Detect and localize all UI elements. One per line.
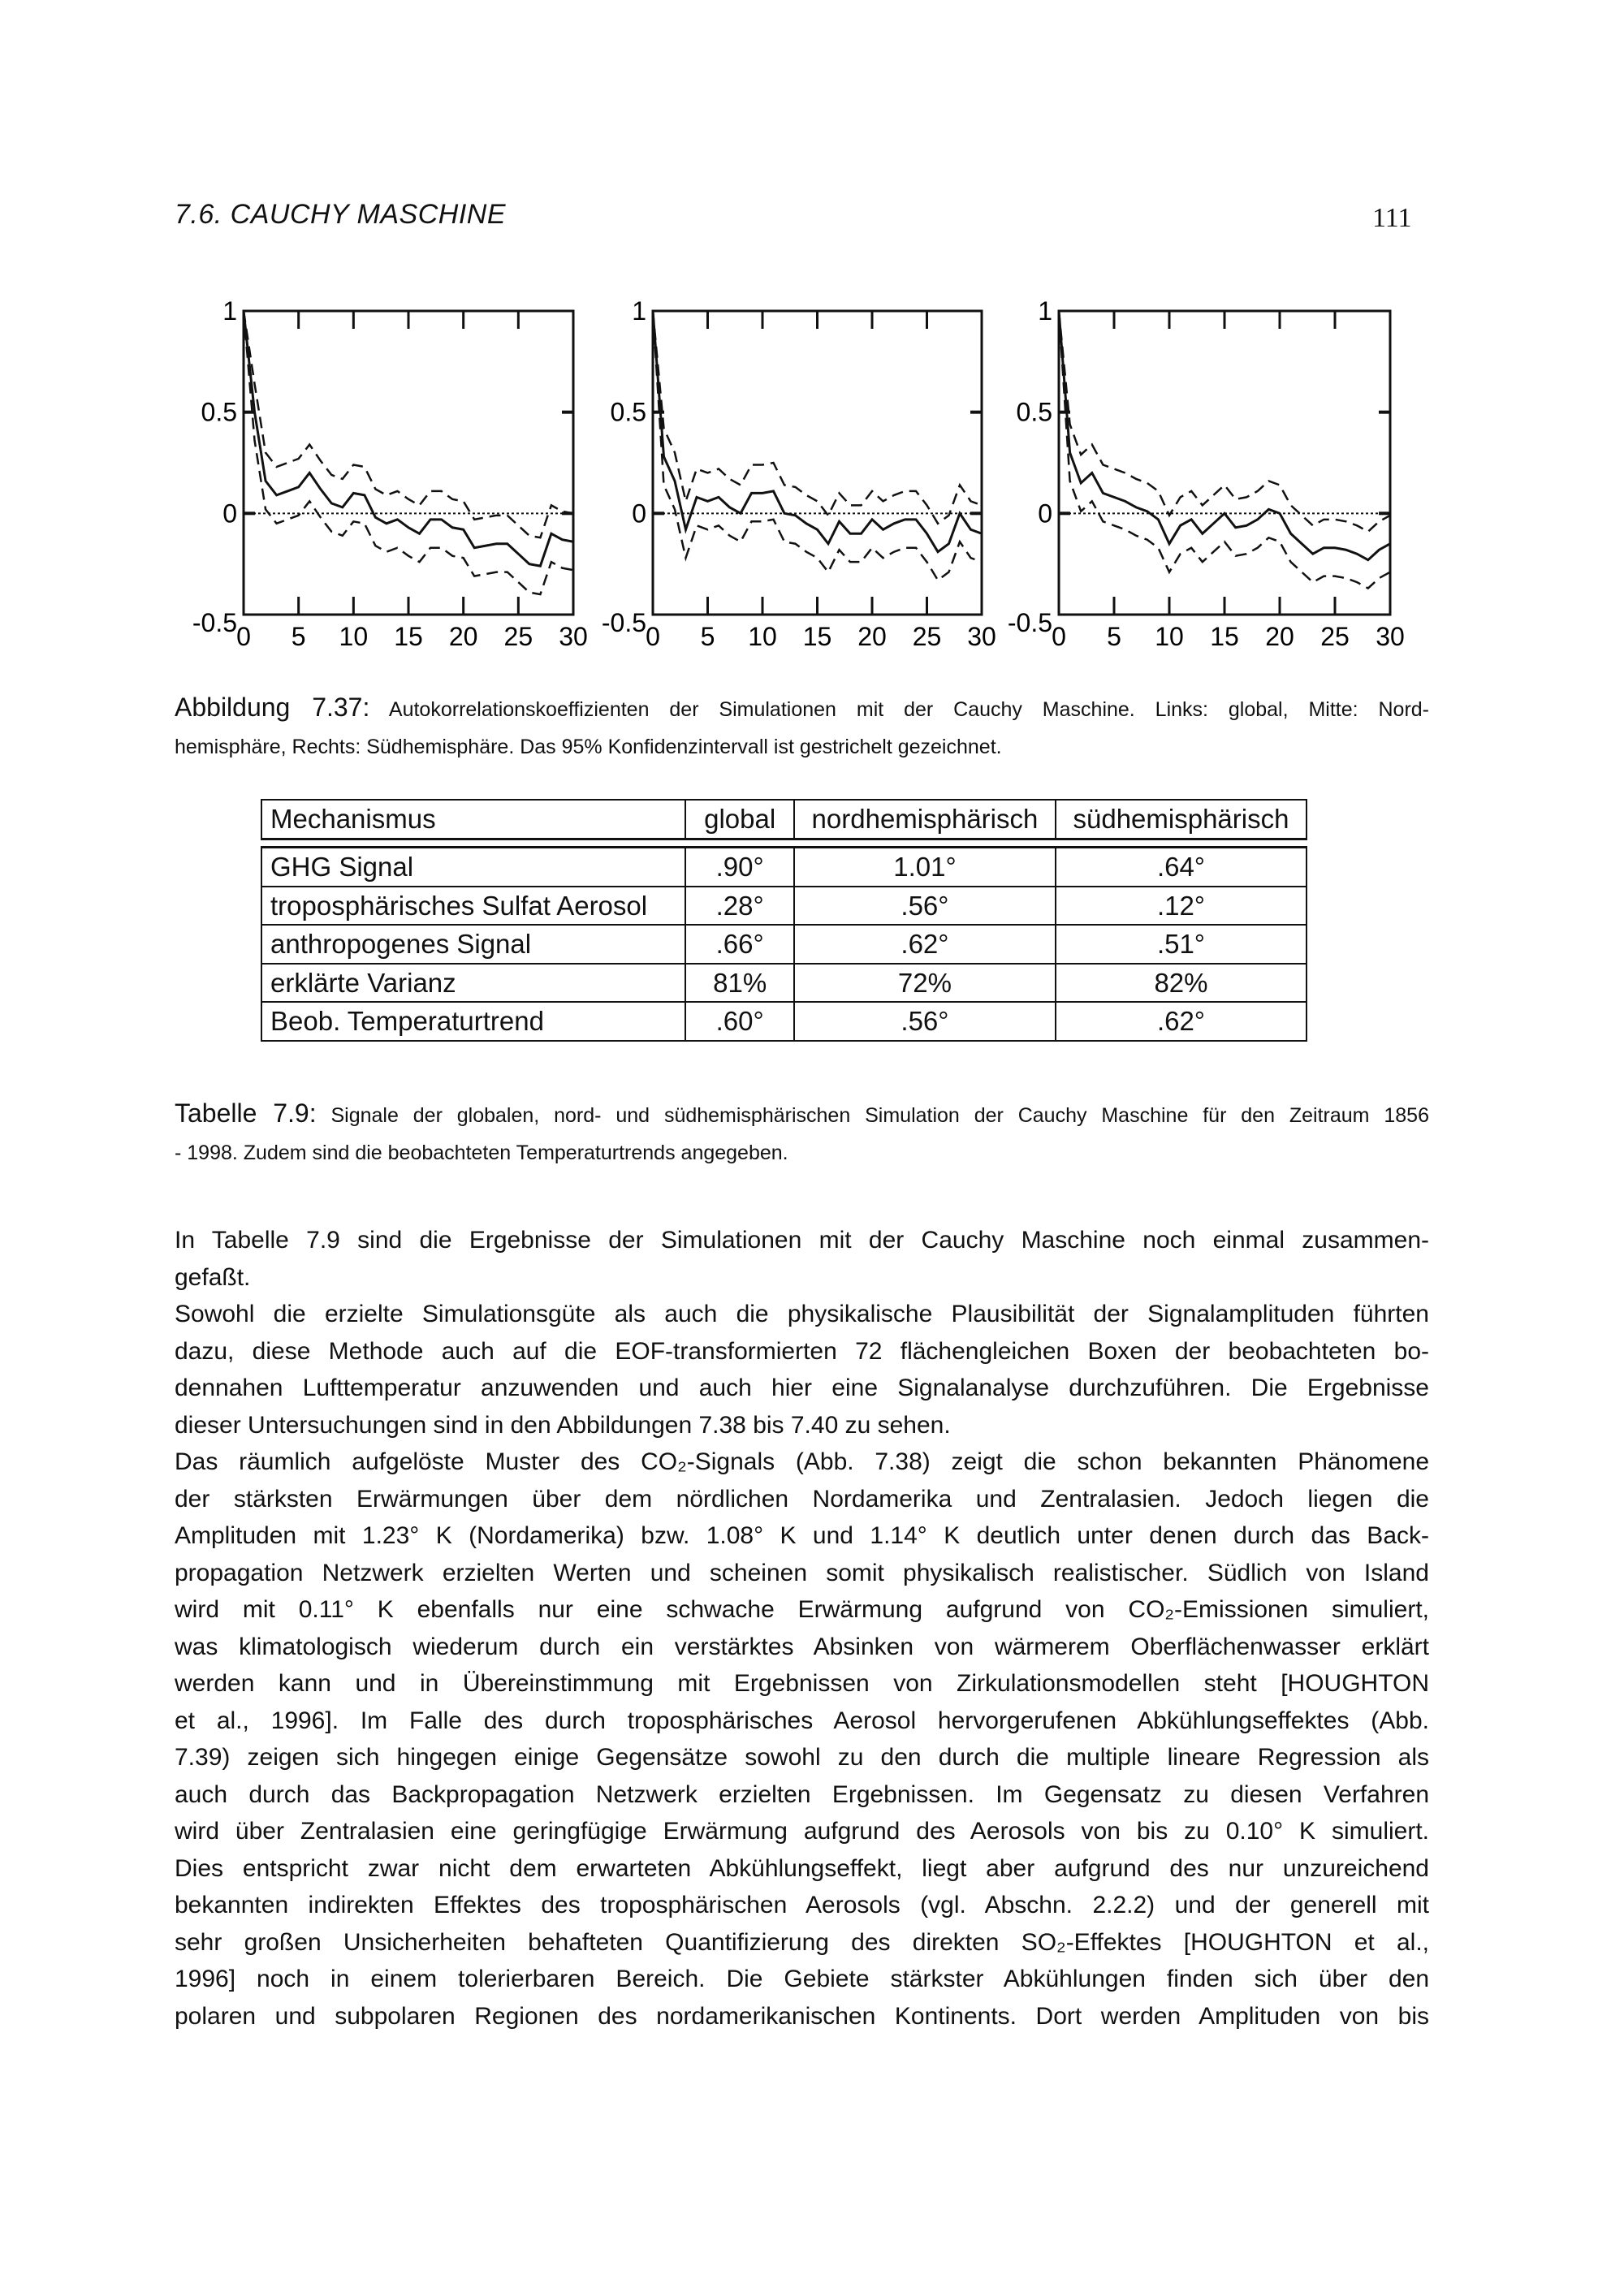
table-caption: [175, 1094, 1429, 1172]
running-head: 7.6. CAUCHY MASCHINE: [175, 199, 507, 230]
lower-confidence-line: [244, 311, 573, 594]
body-text: [175, 1222, 1429, 2035]
x-tick-label: 0: [1052, 622, 1066, 651]
text-line: wird mit 0.11° K ebenfalls nur eine schwache Erwärmung aufgrund von CO₂-Emissionen simuliert,: [175, 1596, 1429, 1623]
x-tick-label: 25: [912, 622, 942, 651]
figure-caption-line-1: [175, 688, 1429, 728]
text-line: werden kann und in Übereinstimmung mit Ergebnissen von Zirkulationsmodellen steht [HOUGHTON: [175, 1670, 1429, 1697]
text-line: Das räumlich aufgelöste Muster des CO₂-Signals (Abb. 7.38) zeigt die schon bekannten Phänomene: [175, 1448, 1429, 1475]
text-line: polaren und subpolaren Regionen des nordamerikanischen Kontinents. Dort werden Amplituden von bis: [175, 2002, 1429, 2030]
table-caption-line-1: [175, 1094, 1429, 1134]
x-tick-label: 25: [1320, 622, 1350, 651]
y-tick-label: 0: [222, 498, 237, 529]
text-line: gefaßt.: [175, 1263, 251, 1291]
table-caption-label: Tabelle 7.9:: [175, 1098, 317, 1128]
text-line: In Tabelle 7.9 sind die Ergebnisse der Simulationen mit der Cauchy Maschine noch einmal zusammen-: [175, 1227, 1429, 1254]
table-cell: .62°: [1156, 1006, 1206, 1036]
x-tick-label: 5: [1107, 622, 1121, 651]
y-tick-label: 1: [1038, 296, 1052, 326]
plot-frame: [653, 311, 982, 615]
figure-caption-text: Autokorrelationskoeffizienten der Simulationen mit der Cauchy Maschine. Links: global, Mitte: Nord-: [388, 698, 1429, 721]
y-tick-label: 0: [1038, 498, 1052, 529]
table-row: [261, 887, 1307, 926]
table-row-label: troposphärisches Sulfat Aerosol: [262, 887, 686, 925]
y-tick-label: 1: [222, 296, 237, 326]
plot-frame: [244, 311, 573, 615]
table-row: [261, 846, 1307, 887]
table-cell: .64°: [1156, 852, 1206, 882]
y-tick-label: -0.5: [1007, 608, 1052, 637]
table-cell: .56°: [795, 887, 1056, 925]
text-line: dennahen Lufttemperatur anzuwenden und auch hier eine Signalanalyse durchzuführen. Die Ergebnisse: [175, 1375, 1429, 1401]
table-cell: 1.01°: [795, 848, 1056, 886]
text-line: der stärksten Erwärmungen über dem nördlichen Nordamerika und Zentralasien. Jedoch liegen die: [175, 1485, 1429, 1513]
table-header-cell: Mechanismus: [262, 801, 686, 838]
table-cell: 72%: [795, 965, 1056, 1002]
figure-caption: [175, 688, 1429, 766]
x-tick-label: 30: [559, 622, 588, 651]
table-cell: .60°: [686, 1003, 795, 1040]
lower-confidence-line: [653, 311, 982, 580]
table-header-cell: global: [686, 801, 795, 838]
autocorrelation-line: [244, 311, 573, 566]
signal-table: [261, 799, 1307, 1042]
x-tick-label: 25: [503, 622, 533, 651]
table-header-cell: nordhemisphärisch: [795, 801, 1056, 838]
text-line: 7.39) zeigen sich hingegen einige Gegensätze sowohl zu den durch die multiple lineare Regression als: [175, 1744, 1429, 1771]
table-caption-text: Signale der globalen, nord- und südhemisphärischen Simulation der Cauchy Maschine für den Zeitraum 1856: [330, 1104, 1429, 1127]
x-tick-label: 20: [857, 622, 887, 651]
text-line: propagation Netzwerk erzielten Werten und scheinen somit physikalisch realistischer. Südlich von Island: [175, 1559, 1429, 1586]
x-tick-label: 5: [291, 622, 306, 651]
table-row-label: erklärte Varianz: [262, 965, 686, 1002]
x-tick-label: 10: [339, 622, 369, 651]
autocorrelation-figure: [0, 0, 1624, 698]
text-line: bekannten indirekten Effektes des troposphärischen Aerosols (vgl. Abschn. 2.2.2) und der generell mit: [175, 1892, 1429, 1918]
upper-confidence-line: [244, 311, 573, 537]
text-line: auch durch das Backpropagation Netzwerk erzielten Ergebnissen. Im Gegensatz zu diesen Verfahren: [175, 1780, 1429, 1808]
text-line: Sowohl die erzielte Simulationsgüte als auch die physikalische Plausibilität der Signalamplituden führten: [175, 1301, 1429, 1327]
y-tick-label: 1: [632, 296, 646, 326]
table-row: [261, 926, 1307, 965]
upper-confidence-line: [653, 311, 982, 524]
x-tick-label: 0: [236, 622, 251, 651]
y-tick-label: 0.5: [610, 397, 646, 427]
x-tick-label: 15: [802, 622, 832, 651]
table-row-label: GHG Signal: [262, 848, 686, 886]
table-row-label: anthropogenes Signal: [262, 926, 686, 963]
text-line: 1996] noch in einem tolerierbaren Bereich. Die Gebiete stärkster Abkühlungen finden sich über den: [175, 1966, 1429, 1992]
table-cell: 81%: [686, 965, 795, 1002]
text-line: sehr großen Unsicherheiten behafteten Quantifizierung des direkten SO₂-Effektes [HOUGHTON et al.,: [175, 1928, 1429, 1956]
x-tick-label: 5: [700, 622, 715, 651]
table-cell: 82%: [1154, 967, 1208, 998]
upper-confidence-line: [1059, 311, 1390, 532]
table-body: [261, 846, 1307, 1042]
table-cell: .28°: [686, 887, 795, 925]
x-tick-label: 10: [1155, 622, 1184, 651]
table-cell: .66°: [686, 926, 795, 963]
table-cell: .12°: [1156, 890, 1206, 921]
table-caption-line-2: - 1998. Zudem sind die beobachteten Temperaturtrends angegeben.: [175, 1142, 788, 1164]
text-line: wird über Zentralasien eine geringfügige Erwärmung aufgrund des Aerosols von bis zu 0.10° K simuliert.: [175, 1818, 1429, 1845]
y-tick-label: 0.5: [201, 397, 237, 427]
y-tick-label: -0.5: [192, 608, 237, 637]
page-number: 111: [1372, 203, 1412, 233]
text-line: was klimatologisch wiederum durch ein verstärktes Absinken von wärmerem Oberflächenwasser erklärt: [175, 1633, 1429, 1660]
text-line: Dies entspricht zwar nicht dem erwarteten Abkühlungseffekt, liegt aber aufgrund des nur unzureichend: [175, 1854, 1429, 1882]
x-tick-label: 15: [1210, 622, 1239, 651]
table-header-row: [261, 799, 1307, 840]
table-row: [261, 965, 1307, 1003]
text-line: dieser Untersuchungen sind in den Abbildungen 7.38 bis 7.40 zu sehen.: [175, 1411, 951, 1439]
lower-confidence-line: [1059, 311, 1390, 589]
y-tick-label: 0.5: [1016, 397, 1052, 427]
table-cell: .56°: [795, 1003, 1056, 1040]
y-tick-label: -0.5: [601, 608, 646, 637]
text-line: Amplituden mit 1.23° K (Nordamerika) bzw. 1.08° K und 1.14° K deutlich unter denen durch das Back-: [175, 1522, 1429, 1549]
x-tick-label: 0: [646, 622, 660, 651]
x-tick-label: 10: [748, 622, 777, 651]
autocorrelation-line: [1059, 311, 1390, 560]
y-tick-label: 0: [632, 498, 646, 529]
x-tick-label: 20: [1265, 622, 1294, 651]
table-row: [261, 1003, 1307, 1042]
table-cell: .90°: [686, 848, 795, 886]
table-row-label: Beob. Temperaturtrend: [262, 1003, 686, 1040]
figure-caption-line-2: hemisphäre, Rechts: Südhemisphäre. Das 95% Konfidenzintervall ist gestrichelt gezeichnet.: [175, 736, 1002, 758]
table-cell: .51°: [1156, 929, 1206, 959]
x-tick-label: 20: [448, 622, 478, 651]
table-cell: .62°: [795, 926, 1056, 963]
x-tick-label: 15: [394, 622, 423, 651]
table-header-cell: südhemisphärisch: [1073, 804, 1289, 834]
figure-caption-label: Abbildung 7.37:: [175, 693, 370, 722]
x-tick-label: 30: [967, 622, 996, 651]
text-line: dazu, diese Methode auch auf die EOF-transformierten 72 flächengleichen Boxen der beobachteten bo-: [175, 1337, 1429, 1365]
text-line: et al., 1996]. Im Falle des durch troposphärisches Aerosol hervorgerufenen Abkühlungseffektes (Abb.: [175, 1707, 1429, 1734]
x-tick-label: 30: [1376, 622, 1405, 651]
plot-frame: [1059, 311, 1390, 615]
